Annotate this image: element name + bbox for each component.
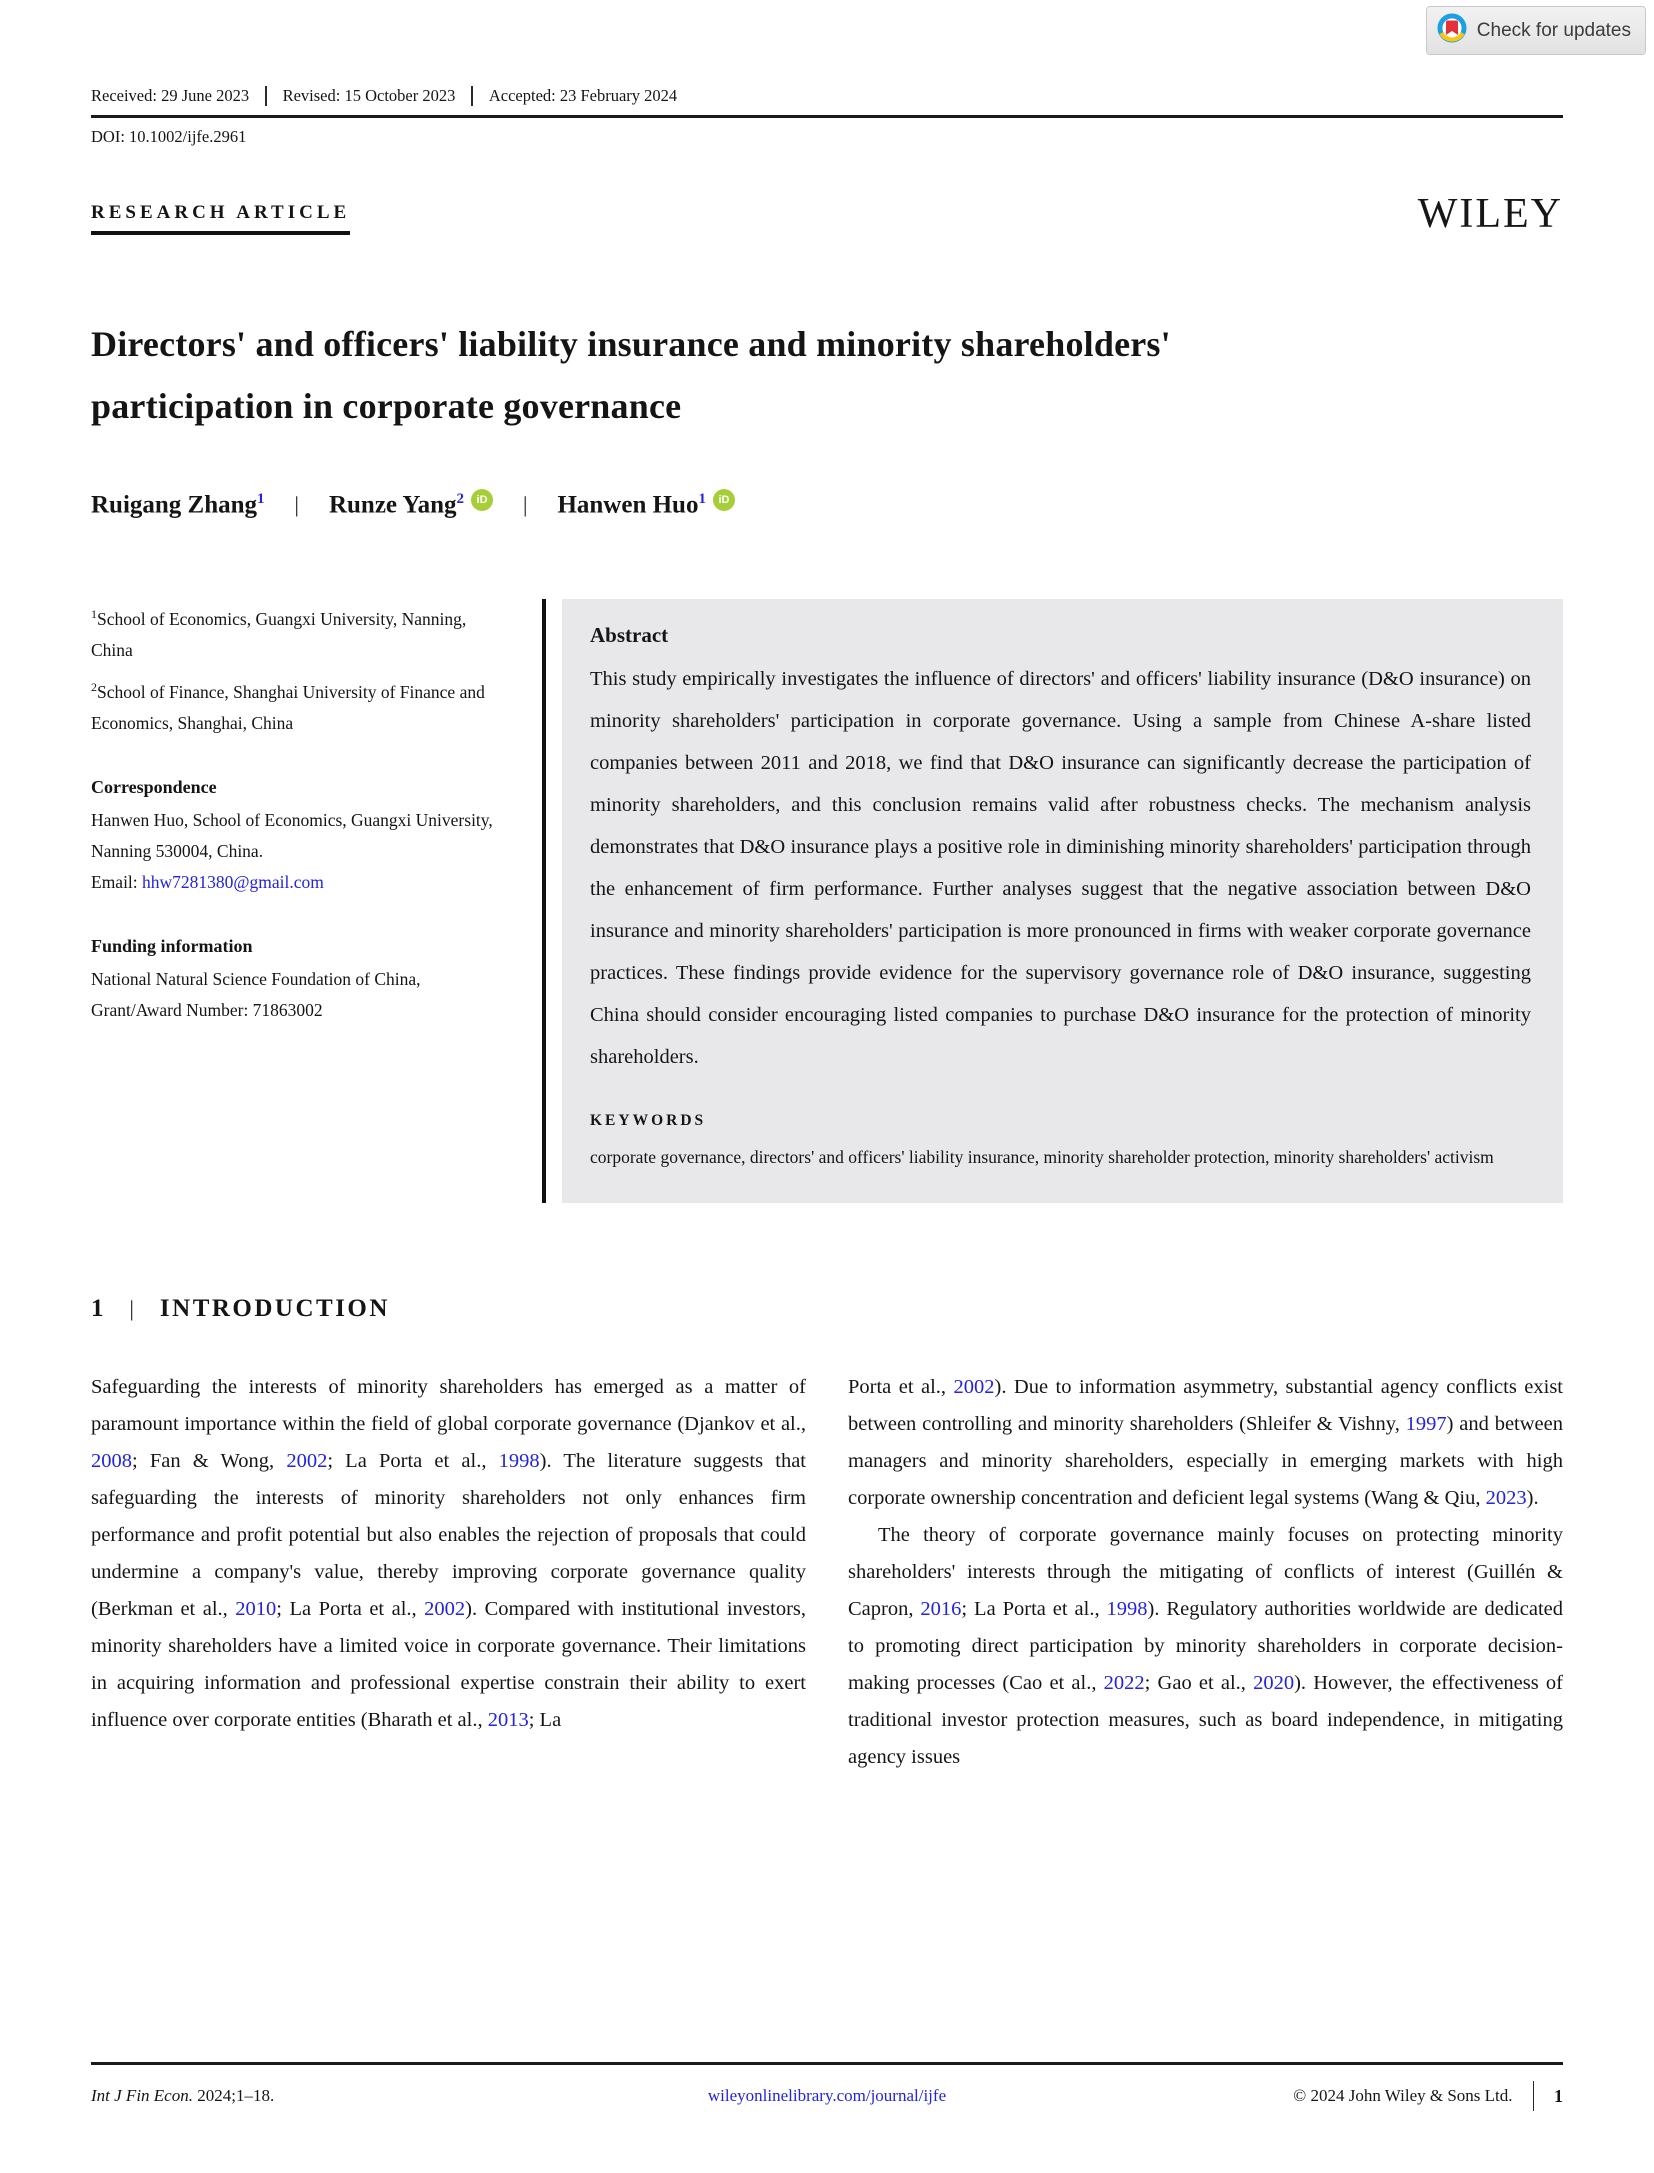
journal-url-link[interactable]: wileyonlinelibrary.com/journal/ijfe <box>707 2086 947 2105</box>
article-type-row <box>91 193 1563 235</box>
header-info-grid <box>91 599 1563 1203</box>
section-heading-divider: | <box>129 1296 134 1322</box>
section-number: 1 <box>91 1295 104 1323</box>
intro-paragraph: Safeguarding the interests of minority shareholders has emerged as a matter of paramount importance within the field of global corporate governance (Djankov et al., 2008; Fan & Wong, 2002; La Porta et al., 1998). The literature suggests that safeguarding the interests of minority shareholders not only enhances firm performance and profit potential but also enables the rejection of proposals that could undermine a company's value, thereby improving corporate governance quality (Berkman et al., 2010; La Porta et al., 2002). Compared with institutional investors, minority shareholders have a limited voice in corporate governance. Their limitations in acquiring information and professional expertise constrain their ability to exert influence over corporate entities (Bharath et al., 2013; La <box>91 1376 806 1732</box>
section-title: INTRODUCTION <box>159 1295 390 1323</box>
correspondence-body: Hanwen Huo, School of Economics, Guangxi University, Nanning 530004, China. <box>91 809 493 861</box>
citation-link[interactable]: 2002 <box>424 1598 466 1621</box>
citation-link[interactable]: 1998 <box>1106 1598 1148 1621</box>
doi: DOI: 10.1002/ijfe.2961 <box>91 127 247 146</box>
abstract-section <box>542 599 1563 1203</box>
citation-link[interactable]: 2020 <box>1253 1672 1295 1695</box>
citation-link[interactable]: 2010 <box>235 1598 277 1621</box>
introduction-columns <box>91 1369 1563 1776</box>
intro-paragraph: Porta et al., 2002). Due to information asymmetry, substantial agency conflicts exist between controlling and minority shareholders (Shleifer & Vishny, 1997) and between managers and minority shareholders, especially in emerging markets with high corporate ownership concentration and deficient legal systems (Wang & Qiu, 2023). <box>848 1376 1563 1510</box>
citation-link[interactable]: 1998 <box>498 1450 540 1473</box>
received-date: Received: 29 June 2023 <box>91 86 250 105</box>
footer-issue: 2024;1–18. <box>192 2086 275 2105</box>
citation-link[interactable]: 1997 <box>1405 1413 1447 1436</box>
affiliation-2: $^2$School of Finance, Shanghai University of Finance and Economics, Shanghai, China <box>91 680 485 733</box>
keywords-text: corporate governance, directors' and officers' liability insurance, minority shareholder protection, minority shareholders' activism <box>590 1147 1494 1168</box>
citation-link[interactable]: 2002 <box>286 1450 328 1473</box>
citation-link[interactable]: 2013 <box>487 1709 529 1732</box>
citation-link[interactable]: 2016 <box>920 1598 962 1621</box>
author-ruigang-zhang: Ruigang Zhang$^1$ <box>91 491 265 519</box>
orcid-icon[interactable]: iD <box>713 489 735 511</box>
abstract-text: This study empirically investigates the influence of directors' and officers' liability insurance (D&O insurance) on minority shareholders' participation in corporate governance. Using a sample from Chinese A-share listed companies between 2011 and 2018, we find that D&O insurance can significantly decrease the participation of minority shareholders, and this conclusion remains valid after robustness checks. The mechanism analysis demonstrates that D&O insurance plays a positive role in diminishing minority shareholders' participation through the enhancement of firm performance. Further analyses suggest that the negative association between D&O insurance and minority shareholders' participation is more pronounced in firms with weaker corporate governance practices. These findings provide evidence for the supervisory governance role of D&O insurance, suggesting China should consider encouraging listed companies to purchase D&O insurance for the protection of minority shareholders. <box>590 668 1531 1069</box>
authors-row <box>91 489 1563 519</box>
paper-title: Directors' and officers' liability insurance and minority shareholders' participation in corporate governance <box>91 324 1171 426</box>
accepted-date: Accepted: 23 February 2024 <box>488 86 678 105</box>
citation-link[interactable]: 2022 <box>1103 1672 1145 1695</box>
section-heading-introduction <box>91 1295 1563 1323</box>
intro-left-column <box>91 1369 806 1776</box>
author-separator: | <box>294 492 299 518</box>
affiliation-superscript: 1 <box>698 491 706 507</box>
wiley-logo: WILEY <box>1417 191 1563 237</box>
date-divider <box>471 86 473 106</box>
email-link[interactable]: hhw7281380@gmail.com <box>142 871 324 892</box>
footer-copyright-wrap <box>1072 2081 1563 2111</box>
abstract-box <box>562 599 1563 1203</box>
intro-right-column <box>848 1369 1563 1776</box>
affiliation-1: $^1$School of Economics, Guangxi University, Nanning, China <box>91 607 467 661</box>
abstract-heading: Abstract <box>590 623 669 648</box>
page-number: 1 <box>1554 2085 1564 2106</box>
funding-body: National Natural Science Foundation of China, Grant/Award Number: 71863002 <box>91 968 421 1020</box>
journal-abbreviation: Int J Fin Econ. <box>91 2086 193 2105</box>
author-hanwen-huo: Hanwen Huo$^1$ iD <box>557 489 735 519</box>
copyright-text: © 2024 John Wiley & Sons Ltd. <box>1293 2086 1513 2105</box>
article-type-label: RESEARCH ARTICLE <box>91 202 350 235</box>
keywords-heading: KEYWORDS <box>590 1112 707 1130</box>
affiliation-superscript: 2 <box>456 491 465 507</box>
author-runze-yang: Runze Yang$^2$ iD <box>329 489 493 519</box>
footer-divider <box>1533 2081 1535 2111</box>
revised-date: Revised: 15 October 2023 <box>282 86 456 105</box>
citation-link[interactable]: 2023 <box>1485 1487 1527 1510</box>
manuscript-dates-row <box>91 86 1563 118</box>
correspondence-heading: Correspondence <box>91 776 217 797</box>
correspondence-email-line <box>91 867 506 898</box>
check-for-updates-button[interactable] <box>1426 6 1646 55</box>
citation-link[interactable]: 2008 <box>91 1450 132 1473</box>
author-separator: | <box>523 492 528 518</box>
funding-heading: Funding information <box>91 935 253 956</box>
affiliation-superscript: 1 <box>257 491 265 507</box>
page-footer <box>91 2062 1563 2111</box>
citation-link[interactable]: 2002 <box>953 1376 995 1399</box>
side-column <box>91 599 506 1203</box>
date-divider <box>265 86 267 106</box>
intro-paragraph: The theory of corporate governance mainly focuses on protecting minority shareholders' interests through the mitigating of conflicts of interest (Guillén & Capron, 2016; La Porta et al., 1998). Regulatory authorities worldwide are dedicated to promoting direct participation by minority shareholders in corporate decision-making processes (Cao et al., 2022; Gao et al., 2020). However, the effectiveness of traditional investor protection measures, such as board independence, in mitigating agency issues <box>848 1524 1564 1769</box>
check-for-updates-label: Check for updates <box>1476 19 1631 41</box>
orcid-icon[interactable]: iD <box>471 489 493 511</box>
footer-citation <box>91 2086 582 2106</box>
crossmark-icon <box>1437 13 1467 48</box>
email-label: Email: <box>91 871 143 892</box>
footer-journal-url-wrap <box>582 2086 1073 2106</box>
